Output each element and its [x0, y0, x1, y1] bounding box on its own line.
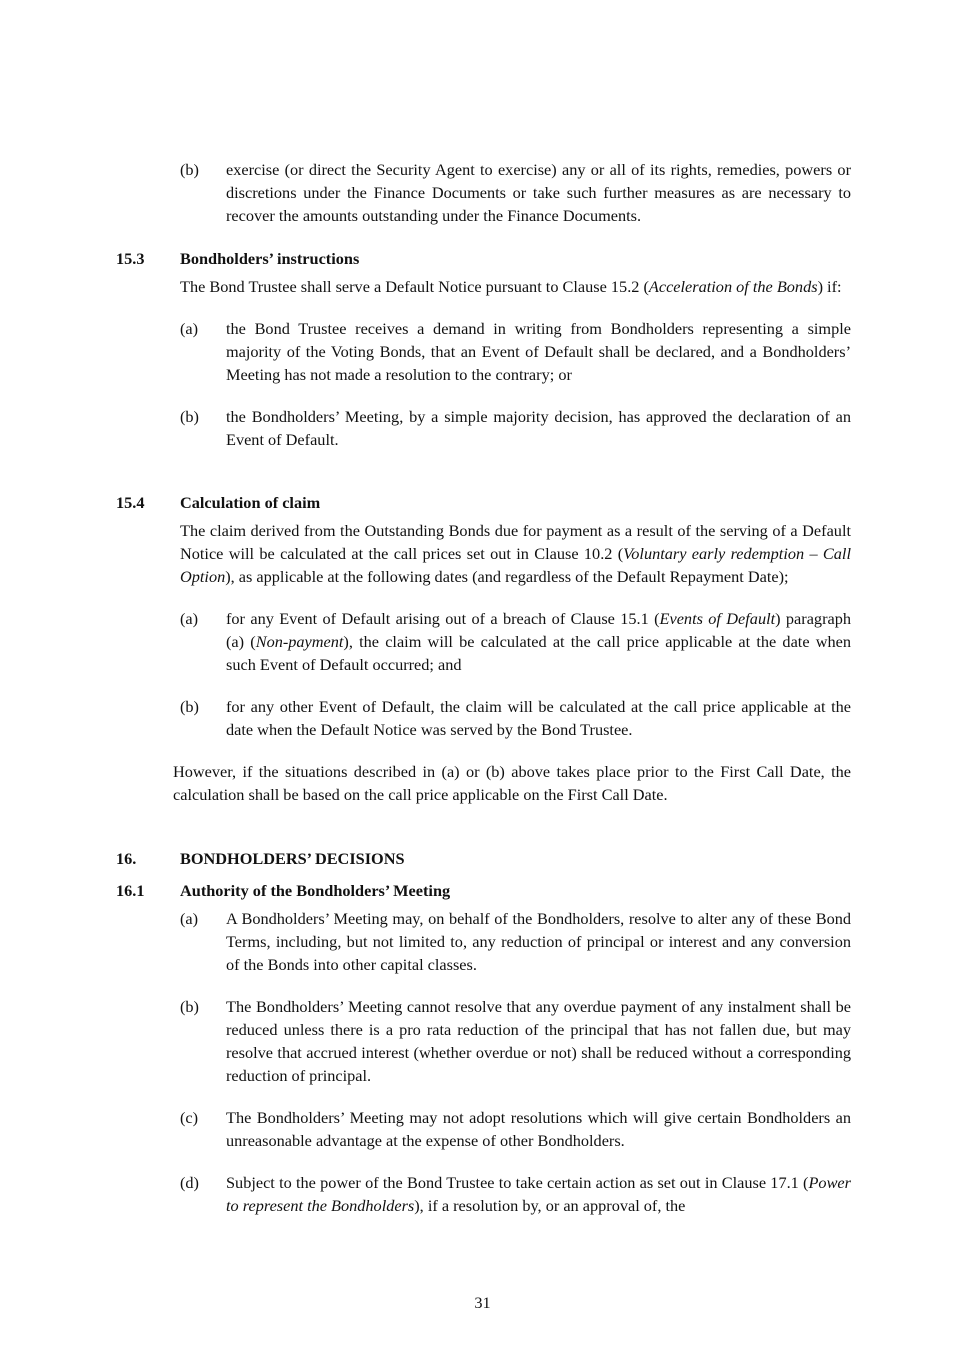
item-label: (c) — [180, 1108, 199, 1127]
list-item — [0, 405, 965, 451]
chapter-heading — [0, 847, 965, 870]
list-item — [0, 158, 965, 227]
item-text: exercise (or direct the Security Agent to exercise) any or all of its rights, remedies, powers or discretions under the Finance Documents or take such further measures as are necessary to recover the amounts outstanding under the Finance Documents. — [226, 160, 851, 225]
section-heading — [0, 491, 965, 514]
item-label: (b) — [180, 407, 199, 426]
section-title: Calculation of claim — [180, 493, 321, 512]
item-text: the Bondholders’ Meeting, by a simple majority decision, has approved the declaration of an Event of Default. — [226, 407, 851, 449]
item-label: (a) — [180, 909, 199, 928]
section-number: 15.3 — [116, 249, 145, 268]
page-number: 31 — [474, 1293, 491, 1312]
section-title: Bondholders’ instructions — [180, 249, 360, 268]
chapter-number: 16. — [116, 849, 137, 868]
item-text: for any other Event of Default, the claim will be calculated at the call price applicable at the date when the Default Notice was served by the Bond Trustee. — [226, 697, 851, 739]
closing-paragraph: However, if the situations described in (a) or (b) above takes place prior to the First Call Date, the calculation shall be based on the call price applicable on the First Call Date. — [173, 762, 851, 804]
section-heading — [0, 247, 965, 270]
clause-15-4 — [0, 491, 965, 806]
section-intro: The claim derived from the Outstanding Bonds due for payment as a result of the serving of a Default Notice will be calculated at the call prices set out in Clause 10.2 (Voluntary early redemption – Call Option), as applicable at the following dates (and regardless of the Default Repayment Date); — [180, 521, 851, 586]
list-item — [0, 317, 965, 386]
list-item — [0, 1171, 965, 1217]
chapter-title: BONDHOLDERS’ DECISIONS — [180, 849, 405, 868]
item-label: (a) — [180, 319, 199, 338]
list-item — [0, 1106, 965, 1152]
section-number: 16.1 — [116, 881, 145, 900]
item-label: (d) — [180, 1173, 199, 1192]
item-text: Subject to the power of the Bond Trustee to take certain action as set out in Clause 17.1 (Power to represent the Bondholders), if a resolution by, or an approval of, the — [226, 1173, 851, 1215]
item-text: A Bondholders’ Meeting may, on behalf of the Bondholders, resolve to alter any of these Bond Terms, including, but not limited to, any reduction of principal or interest and any conversion of the Bonds into other capital classes. — [226, 909, 851, 974]
item-text: The Bondholders’ Meeting may not adopt resolutions which will give certain Bondholders an unreasonable advantage at the expense of other Bondholders. — [226, 1108, 851, 1150]
section-number: 15.4 — [116, 493, 145, 512]
item-label: (b) — [180, 160, 199, 179]
item-text: The Bondholders’ Meeting cannot resolve that any overdue payment of any instalment shall be reduced unless there is a pro rata reduction of the principal that has not fallen due, but may resolve that accrued interest (whether overdue or not) shall be reduced without a corresponding reduction of principal. — [226, 997, 851, 1085]
clause-16 — [0, 847, 965, 870]
list-item — [0, 695, 965, 741]
list-item — [0, 607, 965, 676]
item-text: the Bond Trustee receives a demand in writing from Bondholders representing a simple majority of the Voting Bonds, that an Event of Default shall be declared, and a Bondholders’ Meeting has not made a resolution to the contrary; or — [226, 319, 851, 384]
clause-15-2-b — [0, 158, 965, 227]
list-item — [0, 907, 965, 976]
item-label: (a) — [180, 609, 199, 628]
item-label: (b) — [180, 697, 199, 716]
section-intro: The Bond Trustee shall serve a Default Notice pursuant to Clause 15.2 (Acceleration of the Bonds) if: — [180, 277, 842, 296]
item-label: (b) — [180, 997, 199, 1016]
list-item — [0, 995, 965, 1087]
item-text: for any Event of Default arising out of a breach of Clause 15.1 (Events of Default) paragraph (a) (Non-payment), the claim will be calculated at the call price applicable at the date when such Event of Default occurred; and — [226, 609, 852, 674]
clause-15-3 — [0, 247, 965, 451]
clause-16-1 — [0, 879, 965, 1217]
section-title: Authority of the Bondholders’ Meeting — [180, 881, 451, 900]
section-heading — [0, 879, 965, 902]
